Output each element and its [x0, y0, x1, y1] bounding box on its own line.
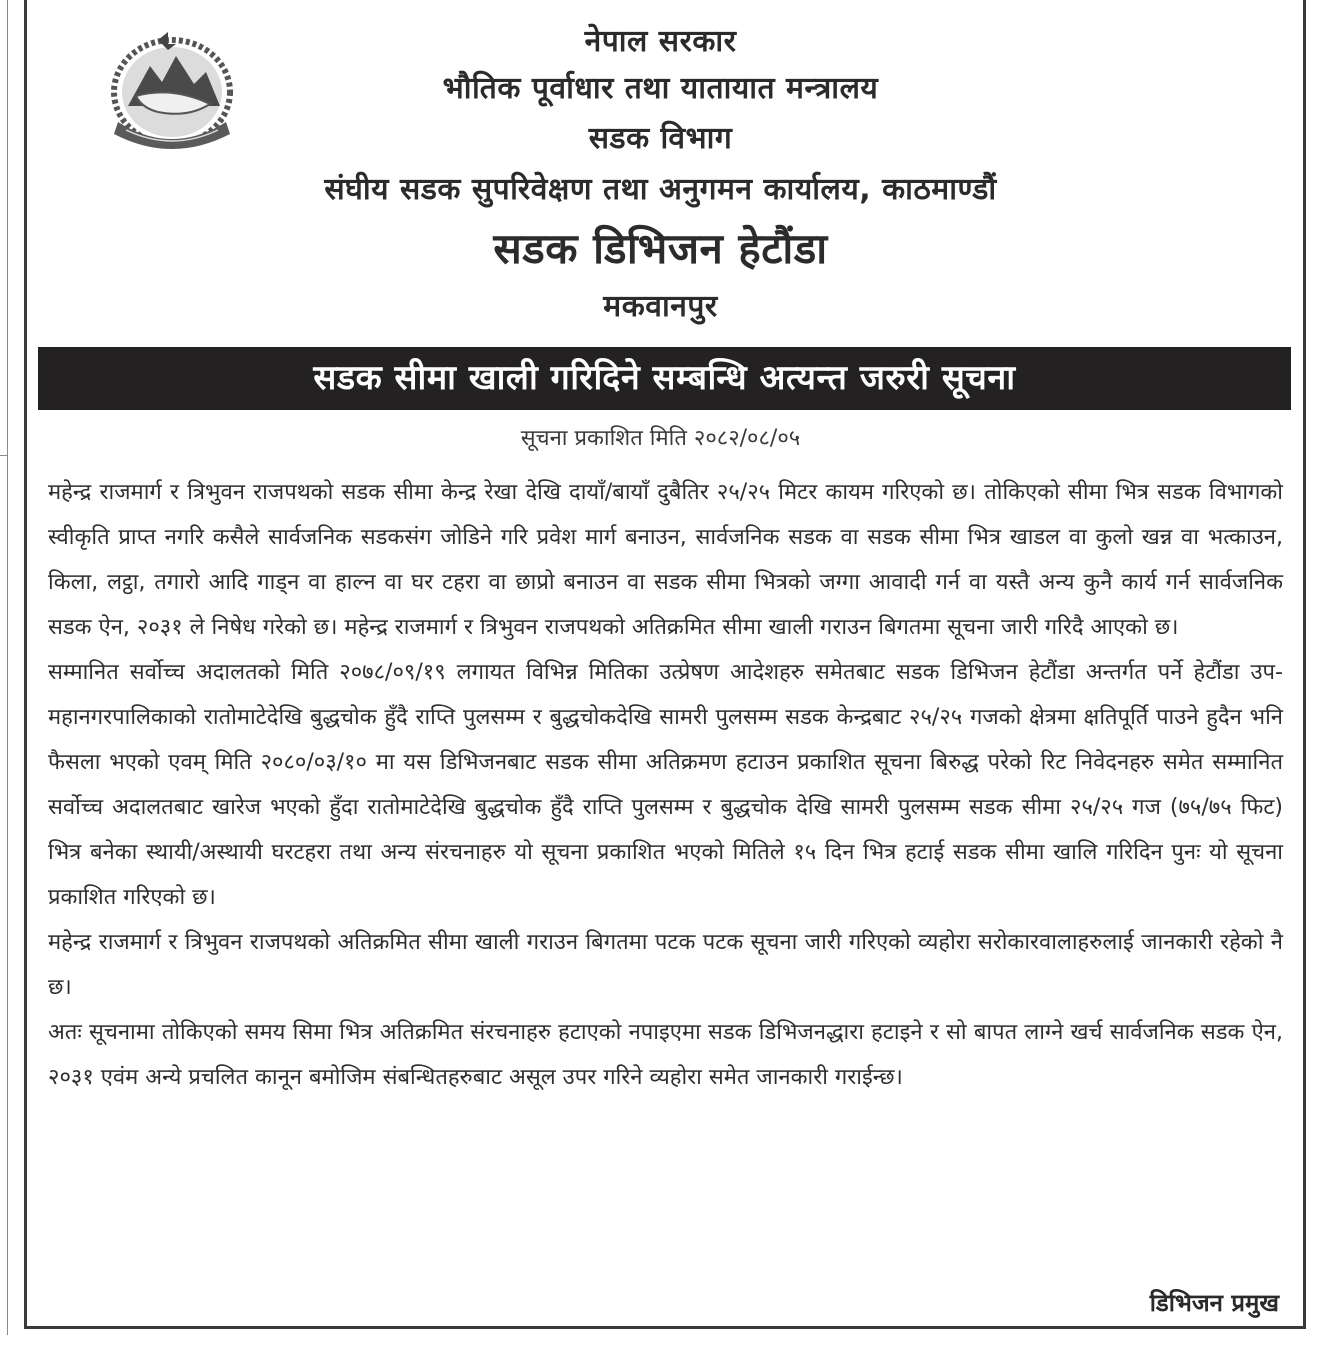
notice-body — [48, 470, 1283, 1100]
notice-paragraph-4: अतः सूचनामा तोकिएको समय सिमा भित्र अतिक्रमित संरचनाहरु हटाएको नपाइएमा सडक डिभिजनद्धारा हटाइने र सो बापत लाग्ने खर्च सार्वजनिक सडक ऐन, २०३१ एवंम अन्ये प्रचलित कानून बमोजिम संबन्धितहरुबाट असूल उपर गरिने व्यहोरा समेत जानकारी गराईन्छ। — [48, 1020, 1283, 1090]
notice-paragraph-3: महेन्द्र राजमार्ग र त्रिभुवन राजपथको अतिक्रमित सीमा खाली गराउन बिगतमा पटक पटक सूचना जारी गरिएको व्यहोरा सरोकारवालाहरुलाई जानकारी रहेको नै छ। — [48, 930, 1283, 1000]
letterhead — [0, 20, 1321, 332]
published-date: सूचना प्रकाशित मिति २०८२/०८/०५ — [520, 426, 801, 451]
division-name: सडक डिभिजन हेटौंडा — [493, 224, 828, 273]
notice-title-banner: सडक सीमा खाली गरिदिने सम्बन्धि अत्यन्त जरुरी सूचना — [38, 347, 1291, 410]
district-name: मकवानपुर — [603, 289, 718, 324]
notice-paragraph-1: महेन्द्र राजमार्ग र त्रिभुवन राजपथको सडक सीमा केन्द्र रेखा देखि दायाँ/बायाँ दुबैतिर २५/२५ मिटर कायम गरिएको छ। तोकिएको सीमा भित्र सडक विभागको स्वीकृति प्राप्त नगरि कसैले सार्वजनिक सडकसंग जोडिने गरि प्रवेश मार्ग बनाउन, सार्वजनिक सडक वा सडक सीमा भित्र खाडल वा कुलो खन्न वा भत्काउन, किला, लट्ठा, तगारो आदि गाड्न वा हाल्न वा घर टहरा वा छाप्रो बनाउन वा सडक सीमा भित्रको जग्गा आवादी गर्न वा यस्तै अन्य कुनै कार्य गर्न सार्वजनिक सडक ऐन, २०३१ ले निषेध गरेको छ। महेन्द्र राजमार्ग र त्रिभुवन राजपथको अतिक्रमित सीमा खाली गराउन बिगतमा सूचना जारी गरिदै आएको छ। — [48, 480, 1283, 640]
notice-paragraph-2: सम्मानित सर्वोच्च अदालतको मिति २०७८/०९/१९ लगायत विभिन्न मितिका उत्प्रेषण आदेशहरु समेतबाट सडक डिभिजन हेटौंडा अन्तर्गत पर्ने हेटौंडा उप-महानगरपालिकाको रातोमाटेदेखि बुद्धचोक हुँदै राप्ति पुलसम्म र बुद्धचोकदेखि सामरी पुलसम्म सडक केन्द्रबाट २५/२५ गजको क्षेत्रमा क्षतिपूर्ति पाउने हुदैन भनि फैसला भएको एवम् मिति २०८०/०३/१० मा यस डिभिजनबाट सडक सीमा अतिक्रमण हटाउन प्रकाशित सूचना बिरुद्ध परेको रिट निवेदनहरु समेत सम्मानित सर्वोच्च अदालतबाट खारेज भएको हुँदा रातोमाटेदेखि बुद्धचोक हुँदै राप्ति पुलसम्म र बुद्धचोक देखि सामरी पुलसम्म सडक सीमा २५/२५ गज (७५/७५ फिट) भित्र बनेका स्थायी/अस्थायी घरटहरा तथा अन्य संरचनाहरु यो सूचना प्रकाशित भएको मितिले १५ दिन भित्र हटाई सडक सीमा खालि गरिदिन पुनः यो सूचना प्रकाशित गरिएको छ। — [48, 660, 1283, 910]
signature: डिभिजन प्रमुख — [1149, 1289, 1279, 1317]
office-name: संघीय सडक सुपरिवेक्षण तथा अनुगमन कार्यालय, काठमाण्डौं — [324, 172, 997, 207]
government-name: नेपाल सरकार — [584, 24, 737, 59]
ministry-name: भौतिक पूर्वाधार तथा यातायात मन्त्रालय — [442, 71, 879, 106]
department-name: सडक विभाग — [588, 121, 733, 156]
